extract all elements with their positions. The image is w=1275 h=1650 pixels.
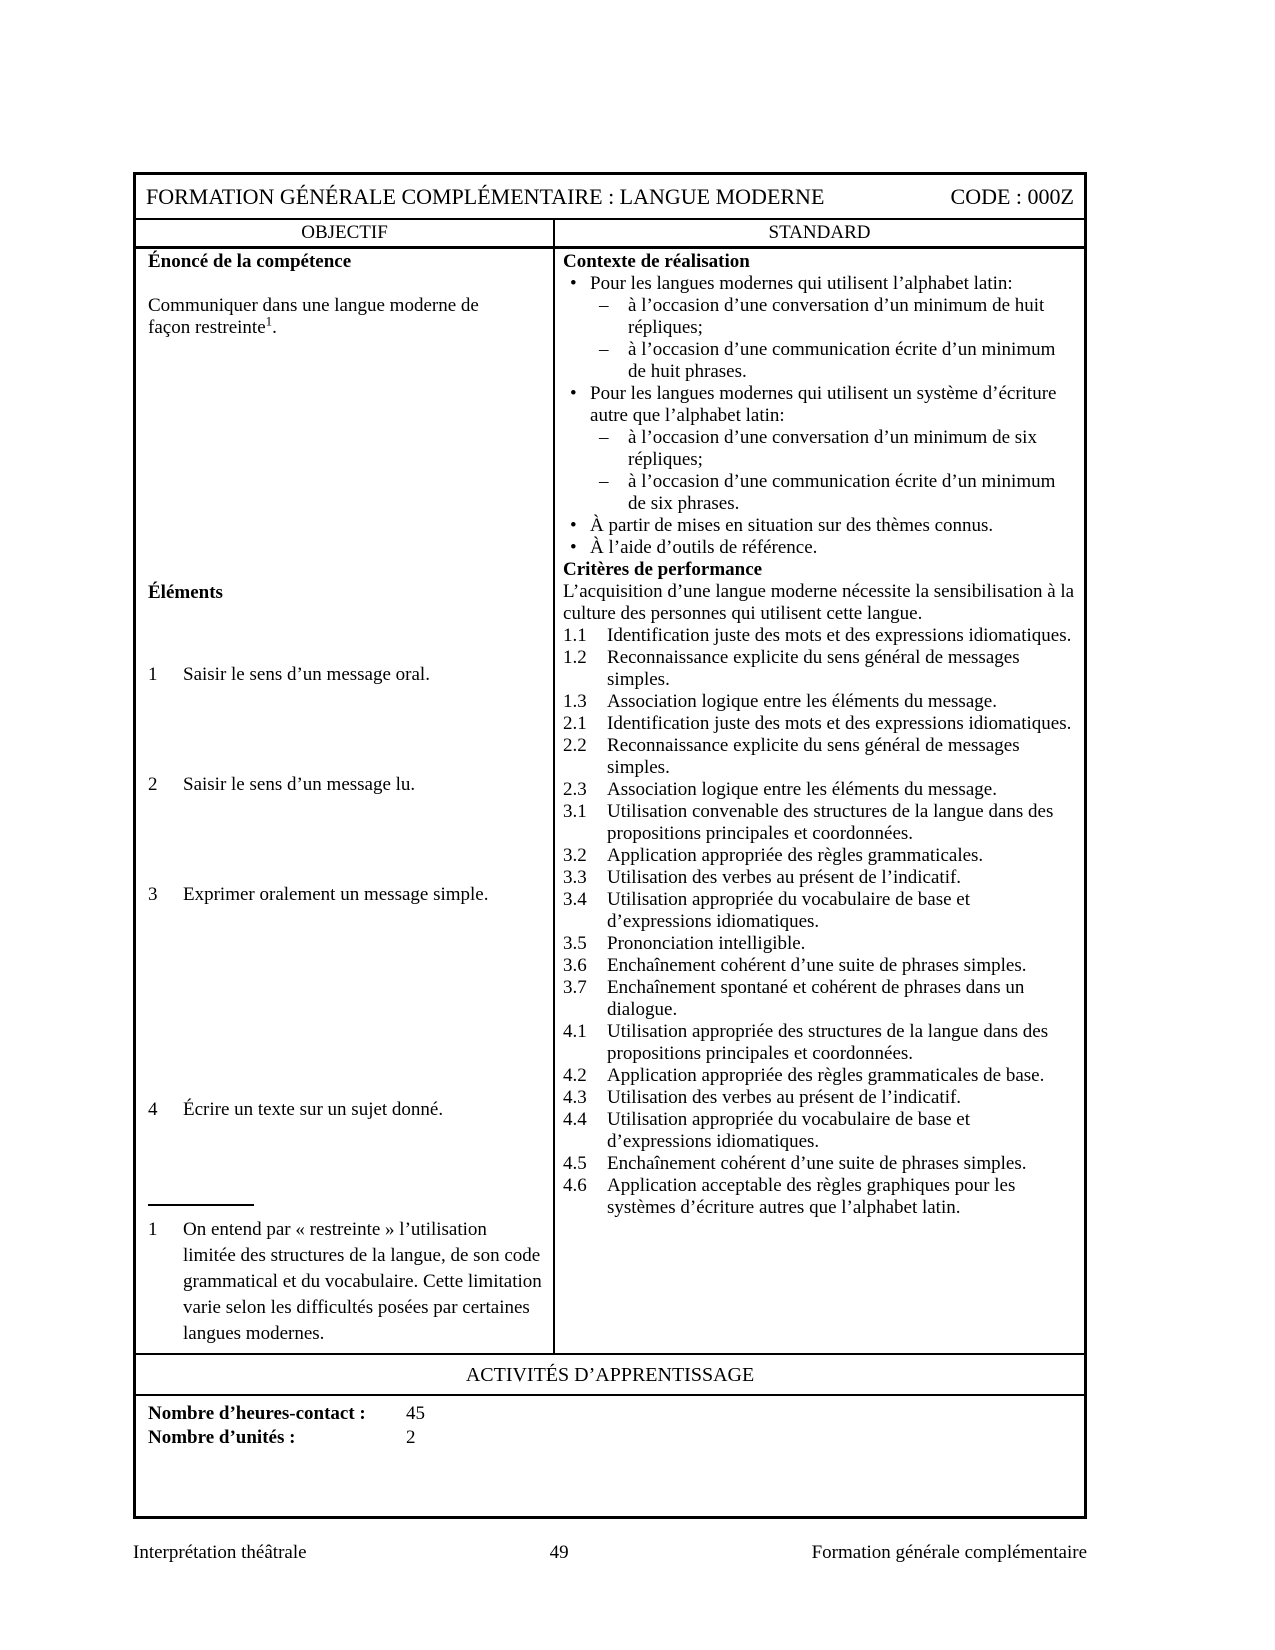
footnote-text: On entend par « restreinte » l’utilisation limitée des structures de la langue, de son code grammatical et du vocabulaire. Cette limitation varie selon les difficultés posées par certaines langues modernes. (183, 1219, 542, 1344)
table-body-row (136, 249, 1084, 1353)
bullet-icon: • (570, 273, 577, 294)
criteria-row (563, 1153, 1078, 1175)
criteria-text: Reconnaissance explicite du sens général de messages simples. (607, 647, 1020, 690)
standard-column-header: STANDARD (768, 222, 871, 243)
criteria-text: Application appropriée des règles grammaticales de base. (607, 1065, 1045, 1086)
criteria-number: 1.1 (563, 625, 587, 646)
hours-contact-row (148, 1402, 1074, 1426)
criteria-text: Application appropriée des règles grammaticales. (607, 845, 984, 866)
criteria-row (563, 955, 1078, 977)
criteres-intro: L’acquisition d’une langue moderne nécessite la sensibilisation à la culture des personnes qui utilisent cette langue. (563, 581, 1075, 624)
table-title-row (136, 175, 1084, 220)
sub-bullet-text: à l’occasion d’une communication écrite d’un minimum de six phrases. (628, 471, 1056, 514)
criteria-number: 4.3 (563, 1087, 587, 1108)
criteria-text: Identification juste des mots et des expressions idiomatiques. (607, 625, 1072, 646)
criteria-text: Identification juste des mots et des expressions idiomatiques. (607, 713, 1072, 734)
criteria-number: 4.1 (563, 1021, 587, 1042)
element-row (148, 664, 543, 686)
footnote (148, 1217, 543, 1347)
footnote-number: 1 (148, 1219, 158, 1240)
enonce-text (148, 295, 518, 339)
standard-column (555, 249, 1084, 1353)
page (133, 172, 1087, 1565)
element-text: Saisir le sens d’un message oral. (183, 664, 430, 685)
criteria-text: Utilisation appropriée du vocabulaire de base et d’expressions idiomatiques. (607, 1109, 970, 1152)
element-row (148, 1099, 543, 1121)
footer-page-number: 49 (549, 1542, 569, 1563)
criteria-number: 2.2 (563, 735, 587, 756)
criteria-number: 3.6 (563, 955, 587, 976)
criteria-number: 3.4 (563, 889, 587, 910)
dash-icon: – (599, 295, 609, 316)
sub-bullet-item (599, 427, 1078, 471)
criteria-number: 4.2 (563, 1065, 587, 1086)
footnote-separator-rule (148, 1204, 254, 1206)
criteria-row (563, 1087, 1078, 1109)
criteria-row (563, 779, 1078, 801)
sub-bullet-text: à l’occasion d’une conversation d’un minimum de huit répliques; (628, 295, 1045, 338)
criteria-row (563, 625, 1078, 647)
criteria-number: 3.3 (563, 867, 587, 888)
criteria-text: Utilisation des verbes au présent de l’indicatif. (607, 1087, 962, 1108)
criteria-number: 2.3 (563, 779, 587, 800)
criteria-text: Utilisation appropriée du vocabulaire de base et d’expressions idiomatiques. (607, 889, 970, 932)
criteria-row (563, 1021, 1078, 1065)
criteria-text: Enchaînement cohérent d’une suite de phrases simples. (607, 955, 1027, 976)
hours-section (136, 1396, 1084, 1516)
sub-bullet-item (599, 295, 1078, 339)
criteria-text: Utilisation des verbes au présent de l’indicatif. (607, 867, 962, 888)
criteria-text: Association logique entre les éléments du message. (607, 779, 997, 800)
criteria-row (563, 735, 1078, 779)
hours-contact-label: Nombre d’heures-contact : (148, 1403, 366, 1424)
criteria-number: 3.1 (563, 801, 587, 822)
units-row (148, 1426, 1074, 1450)
sub-bullet-text: à l’occasion d’une conversation d’un minimum de six répliques; (628, 427, 1037, 470)
element-number: 2 (148, 774, 158, 795)
document-code: CODE : 000Z (950, 184, 1074, 209)
criteria-number: 4.4 (563, 1109, 587, 1130)
sub-bullet-item (599, 471, 1078, 515)
criteria-text: Reconnaissance explicite du sens général de messages simples. (607, 735, 1020, 778)
criteria-text: Association logique entre les éléments du message. (607, 691, 997, 712)
criteria-text: Enchaînement spontané et cohérent de phrases dans un dialogue. (607, 977, 1025, 1020)
bullet-item (563, 383, 1078, 427)
criteria-text: Application acceptable des règles graphiques pour les systèmes d’écriture autres que l’alphabet latin. (607, 1175, 1016, 1218)
criteria-row (563, 1065, 1078, 1087)
criteria-row (563, 1175, 1078, 1219)
dash-icon: – (599, 471, 609, 492)
enonce-text-main: Communiquer dans une langue moderne de façon restreinte (148, 295, 479, 338)
criteria-text: Utilisation convenable des structures de la langue dans des propositions principales et coordonnées. (607, 801, 1054, 844)
criteres-heading: Critères de performance (563, 559, 763, 580)
bullet-icon: • (570, 383, 577, 404)
sub-bullet-item (599, 339, 1078, 383)
objectif-column-header: OBJECTIF (136, 220, 555, 246)
criteria-text: Utilisation appropriée des structures de la langue dans des propositions principales et coordonnées. (607, 1021, 1049, 1064)
element-number: 3 (148, 884, 158, 905)
units-label: Nombre d’unités : (148, 1427, 296, 1448)
criteria-text: Enchaînement cohérent d’une suite de phrases simples. (607, 1153, 1027, 1174)
criteria-row (563, 867, 1078, 889)
contexte-heading: Contexte de réalisation (563, 251, 750, 272)
element-row (148, 884, 543, 906)
dash-icon: – (599, 339, 609, 360)
bullet-icon: • (570, 515, 577, 536)
criteria-row (563, 713, 1078, 735)
units-value: 2 (406, 1427, 416, 1448)
criteria-number: 4.6 (563, 1175, 587, 1196)
element-number: 4 (148, 1099, 158, 1120)
bullet-icon: • (570, 537, 577, 558)
hours-contact-value: 45 (406, 1403, 425, 1424)
criteria-row (563, 691, 1078, 713)
activites-heading: ACTIVITÉS D’APPRENTISSAGE (136, 1353, 1084, 1396)
enonce-heading: Énoncé de la compétence (148, 251, 352, 272)
element-text: Écrire un texte sur un sujet donné. (183, 1099, 444, 1120)
column-header-row (136, 220, 1084, 249)
document-title: FORMATION GÉNÉRALE COMPLÉMENTAIRE : LANGUE MODERNE (146, 184, 825, 209)
sub-bullet-text: à l’occasion d’une communication écrite d’un minimum de huit phrases. (628, 339, 1056, 382)
element-text: Exprimer oralement un message simple. (183, 884, 489, 905)
criteria-row (563, 647, 1078, 691)
objectif-column (136, 249, 555, 1353)
criteria-number: 4.5 (563, 1153, 587, 1174)
page-footer (133, 1541, 1087, 1565)
bullet-text: À partir de mises en situation sur des thèmes connus. (590, 515, 994, 536)
dash-icon: – (599, 427, 609, 448)
element-number: 1 (148, 664, 158, 685)
footer-program-title: Interprétation théâtrale (133, 1542, 307, 1563)
bullet-text: Pour les langues modernes qui utilisent un système d’écriture autre que l’alphabet latin: (590, 383, 1057, 426)
criteria-number: 3.7 (563, 977, 587, 998)
footnote-reference-marker: 1 (265, 313, 273, 329)
criteria-text: Prononciation intelligible. (607, 933, 806, 954)
criteria-number: 3.5 (563, 933, 587, 954)
criteria-row (563, 801, 1078, 845)
criteria-number: 3.2 (563, 845, 587, 866)
bullet-item (563, 273, 1078, 295)
elements-heading: Éléments (148, 582, 223, 603)
bullet-text: À l’aide d’outils de référence. (590, 537, 818, 558)
criteria-row (563, 845, 1078, 867)
bullet-item (563, 515, 1078, 537)
footer-section-title: Formation générale complémentaire (811, 1542, 1087, 1563)
element-text: Saisir le sens d’un message lu. (183, 774, 416, 795)
criteria-number: 2.1 (563, 713, 587, 734)
document-table (133, 172, 1087, 1519)
criteria-number: 1.3 (563, 691, 587, 712)
criteria-row (563, 977, 1078, 1021)
bullet-text: Pour les langues modernes qui utilisent l’alphabet latin: (590, 273, 1013, 294)
criteria-row (563, 933, 1078, 955)
element-row (148, 774, 543, 796)
criteria-number: 1.2 (563, 647, 587, 668)
criteria-row (563, 889, 1078, 933)
enonce-text-period: . (272, 317, 277, 338)
bullet-item (563, 537, 1078, 559)
criteria-row (563, 1109, 1078, 1153)
